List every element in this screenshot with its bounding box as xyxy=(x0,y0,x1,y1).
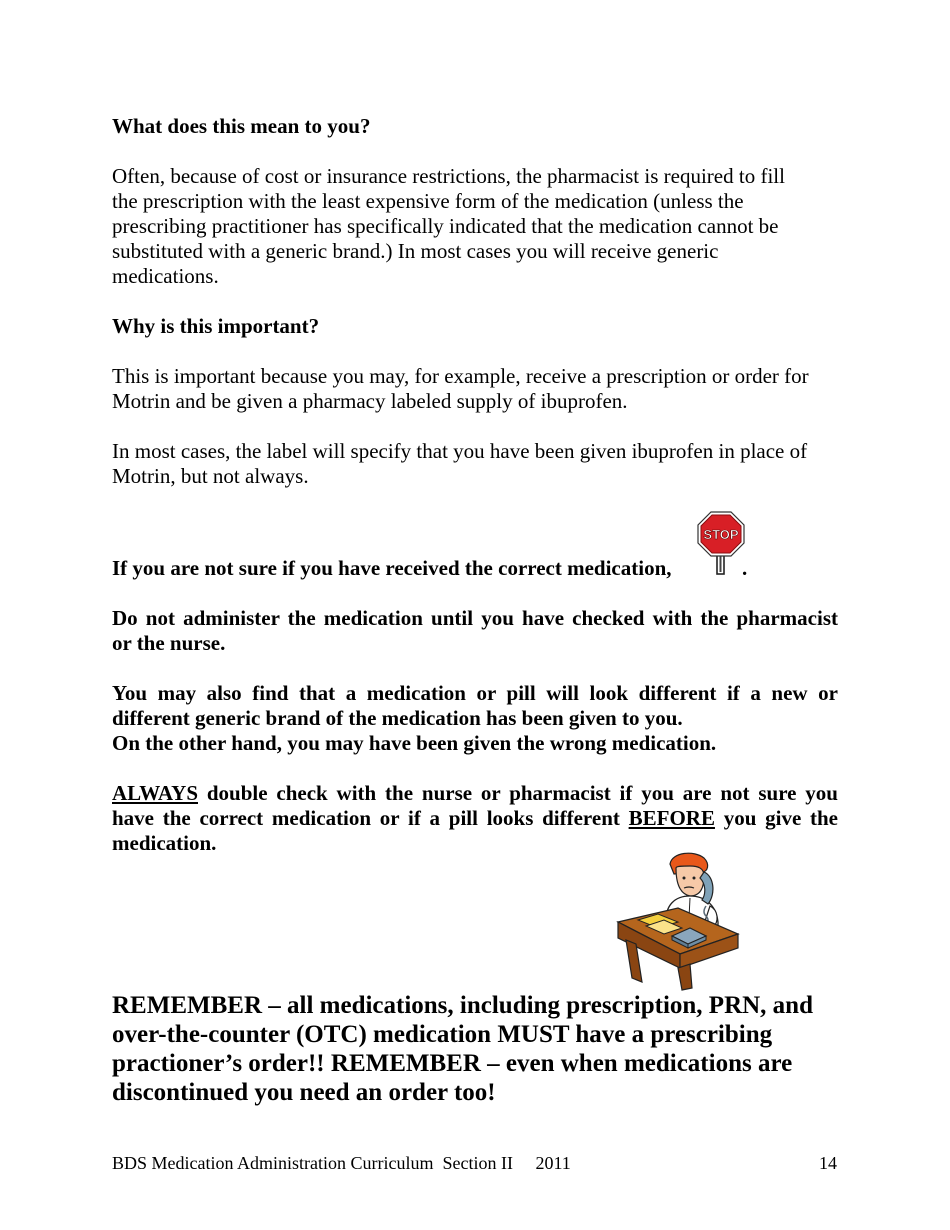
warning-period: . xyxy=(742,556,748,580)
do-not-line: Do not administer the medication until you have checked with the pharmacist xyxy=(112,606,838,630)
paragraph-line: In most cases, the label will specify that you have been given ibuprofen in place of xyxy=(112,439,808,463)
different-line: You may also find that a medication or pill will look different if a new or xyxy=(112,681,838,705)
paragraph-line: the prescription with the least expensive form of the medication (unless the xyxy=(112,189,744,213)
different-line: different generic brand of the medication has been given to you. xyxy=(112,706,683,730)
heading-why-important: Why is this important? xyxy=(112,314,320,338)
always-line-2-post: you give the xyxy=(714,806,838,830)
always-underlined: ALWAYS xyxy=(112,781,198,805)
page-number: 14 xyxy=(819,1153,837,1173)
heading-what-does-this-mean: What does this mean to you? xyxy=(112,114,371,138)
do-not-line: or the nurse. xyxy=(112,631,226,655)
remember-line: discontinued you need an order too! xyxy=(112,1079,496,1106)
always-line-1 xyxy=(112,781,838,806)
paragraph-line: substituted with a generic brand.) In most cases you will receive generic xyxy=(112,239,719,263)
different-line: On the other hand, you may have been given the wrong medication. xyxy=(112,731,717,755)
always-line-2-pre: have the correct medication or if a pill looks different xyxy=(112,806,629,830)
always-line-2 xyxy=(112,806,838,831)
always-line-1-rest: double check with the nurse or pharmacist if you are not sure you xyxy=(198,781,838,805)
stop-sign-icon xyxy=(696,510,746,576)
before-underlined: BEFORE xyxy=(628,806,715,830)
paragraph-line: prescribing practitioner has specifically indicated that the medication cannot be xyxy=(112,214,779,238)
stop-sign-label: STOP xyxy=(703,527,739,542)
footer-title: BDS Medication Administration Curriculum Section II 2011 xyxy=(112,1153,571,1173)
paragraph-line: Motrin and be given a pharmacy labeled supply of ibuprofen. xyxy=(112,389,628,413)
remember-line: over-the-counter (OTC) medication MUST have a prescribing xyxy=(112,1021,773,1048)
person-on-phone-icon xyxy=(612,850,740,992)
remember-line: REMEMBER – all medications, including prescription, PRN, and xyxy=(112,992,813,1019)
paragraph-line: medications. xyxy=(112,264,219,288)
always-line-3: medication. xyxy=(112,831,217,855)
paragraph-line: Motrin, but not always. xyxy=(112,464,309,488)
remember-line: practioner’s order!! REMEMBER – even when medications are xyxy=(112,1050,793,1077)
paragraph-line: Often, because of cost or insurance restrictions, the pharmacist is required to fill xyxy=(112,164,785,188)
warning-text: If you are not sure if you have received the correct medication, xyxy=(112,556,672,580)
paragraph-line: This is important because you may, for example, receive a prescription or order for xyxy=(112,364,809,388)
